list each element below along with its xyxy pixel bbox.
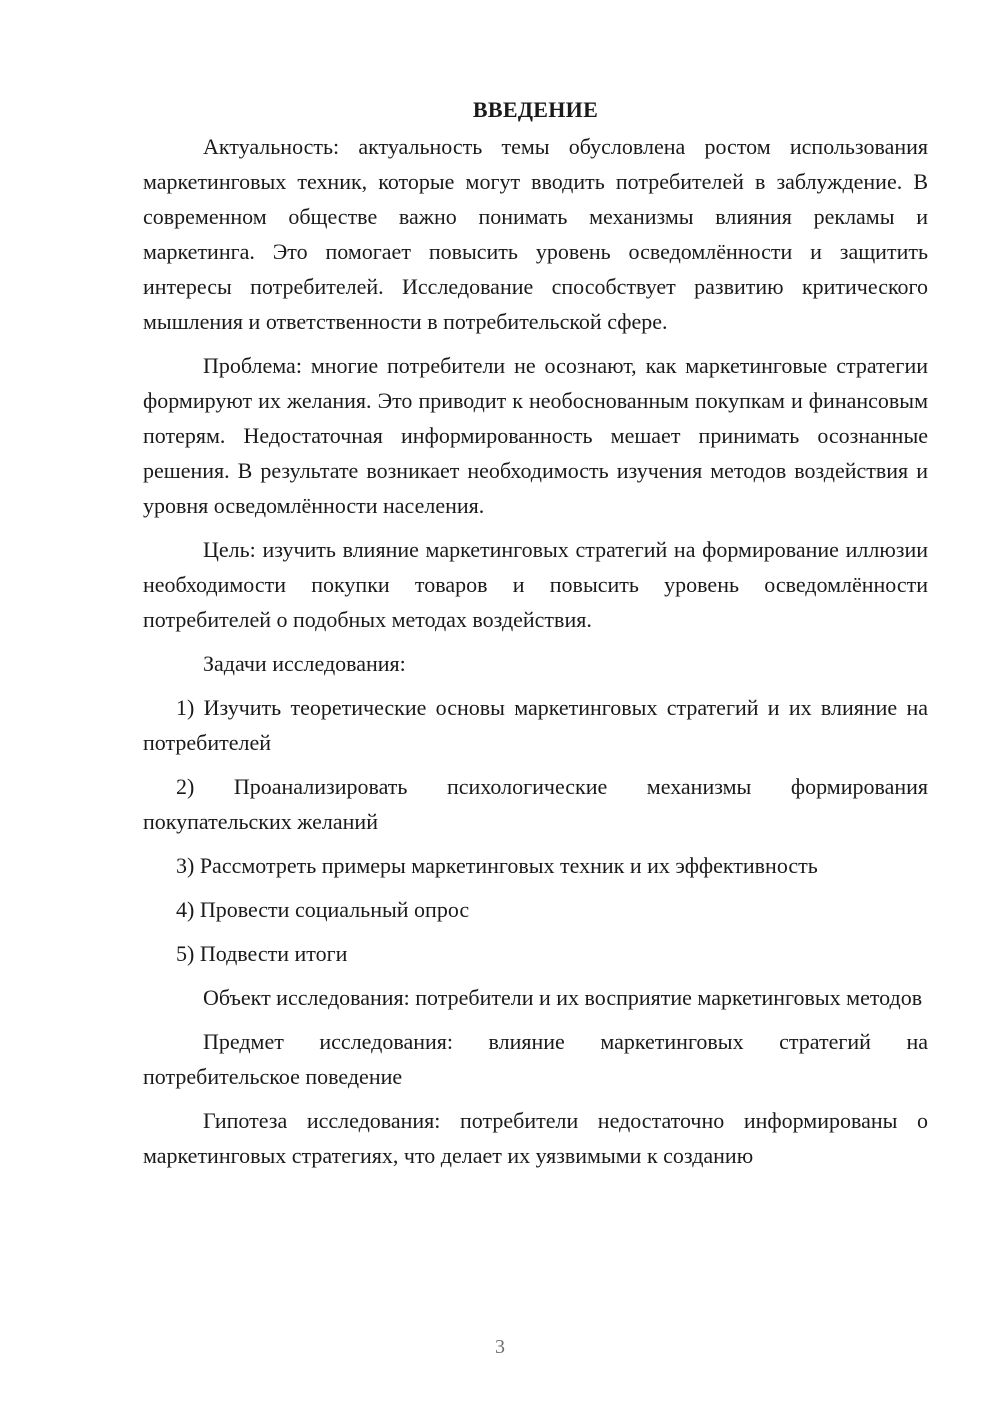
paragraph-hypothesis: Гипотеза исследования: потребители недостаточно информированы о маркетинговых стратегиях, что делает их уязвимыми к созданию: [143, 1108, 928, 1168]
paragraph-object: Объект исследования: потребители и их восприятие маркетинговых методов: [203, 985, 923, 1010]
paragraph-problem: Проблема: многие потребители не осознают, как маркетинговые стратегии формируют их желания. Это приводит к необоснованным покупкам и финансовым потерям. Недостаточная информированность мешает принимать осознанные решения. В результате возникает необходимость изучения методов воздействия и уровня осведомлённости населения.: [143, 353, 928, 518]
paragraph-relevance: Актуальность: актуальность темы обусловлена ростом использования маркетинговых техник, которые могут вводить потребителей в заблуждение. В современном обществе важно понимать механизмы влияния рекламы и маркетинга. Это помогает повысить уровень осведомлённости и защитить интересы потребителей. Исследование способствует развитию критического мышления и ответственности в потребительской сфере.: [143, 134, 928, 334]
paragraph-goal: Цель: изучить влияние маркетинговых стратегий на формирование иллюзии необходимости покупки товаров и повысить уровень осведомлённости потребителей о подобных методах воздействия.: [143, 537, 928, 632]
task-item-1: 1) Изучить теоретические основы маркетинговых стратегий и их влияние на потребителей: [143, 695, 928, 755]
task-item-5: 5) Подвести итоги: [176, 941, 348, 966]
task-item-3: 3) Рассмотреть примеры маркетинговых техник и их эффективность: [176, 853, 818, 878]
task-item-2: 2) Проанализировать психологические механизмы формирования покупательских желаний: [143, 774, 928, 834]
page-number: 3: [495, 1336, 505, 1358]
task-item-4: 4) Провести социальный опрос: [176, 897, 470, 922]
body-text: [143, 92, 928, 1173]
page-title: ВВЕДЕНИЕ: [472, 97, 599, 122]
paragraph-subject: Предмет исследования: влияние маркетинговых стратегий на потребительское поведение: [143, 1029, 928, 1089]
tasks-heading: Задачи исследования:: [203, 651, 406, 676]
